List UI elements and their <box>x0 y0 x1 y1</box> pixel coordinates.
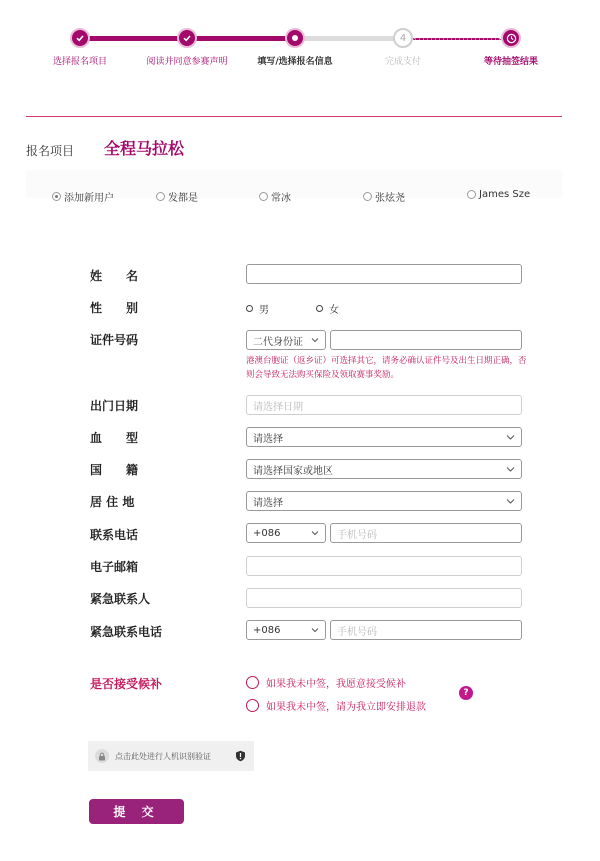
step-label-5: 等待抽签结果 <box>483 57 539 67</box>
user-option[interactable] <box>259 189 291 204</box>
shield-icon <box>235 750 246 762</box>
nationality-value: 请选择国家或地区 <box>253 465 333 477</box>
help-icon[interactable]: ? <box>459 686 473 700</box>
emergency-phone-input[interactable] <box>330 620 522 640</box>
user-option-add-new[interactable] <box>52 189 114 204</box>
chevron-down-icon <box>311 529 319 537</box>
gender-male-label: 男 <box>259 305 269 316</box>
standby-option-label: 如果我未中签，我愿意接受候补 <box>266 679 406 690</box>
lock-icon <box>95 749 109 763</box>
step-3-current-dot-icon <box>285 28 305 48</box>
chevron-down-icon <box>506 433 515 441</box>
emergency-code-value: +086 <box>253 624 281 636</box>
user-option-label: 发都是 <box>168 193 198 204</box>
standby-option-label: 如果我未中签，请为我立即安排退款 <box>266 702 426 713</box>
user-option[interactable] <box>363 189 405 204</box>
emergency-phone-label: 紧急联系电话 <box>90 625 163 639</box>
user-option-label: James Sze <box>479 189 531 200</box>
step-1-check-icon <box>70 28 90 48</box>
phone-placeholder: 手机号码 <box>337 529 377 541</box>
nationality-select[interactable] <box>246 459 522 479</box>
email-label: 电子邮箱 <box>90 560 139 574</box>
user-option[interactable] <box>467 189 530 200</box>
blood-label: 血 型 <box>90 431 139 445</box>
phone-input[interactable] <box>330 523 522 543</box>
step-label-4: 完成支付 <box>384 57 422 67</box>
chevron-down-icon <box>506 465 515 473</box>
name-input[interactable] <box>246 264 522 284</box>
section-divider <box>26 116 562 117</box>
birth-date-input[interactable] <box>246 395 522 415</box>
residence-label: 居 住 地 <box>90 495 135 509</box>
step-track-dotted <box>413 38 501 40</box>
step-label-1: 选择报名项目 <box>52 57 108 67</box>
residence-select[interactable] <box>246 491 522 511</box>
email-input[interactable] <box>246 556 522 576</box>
event-key-label: 报名项目 <box>26 144 75 158</box>
radio-icon[interactable] <box>246 676 259 689</box>
radio-icon[interactable] <box>467 190 476 199</box>
step-5-clock-icon <box>501 28 521 48</box>
radio-icon[interactable] <box>316 305 323 312</box>
phone-code-select[interactable] <box>246 523 326 543</box>
radio-icon[interactable] <box>259 192 268 201</box>
phone-label: 联系电话 <box>90 528 139 542</box>
gender-female-label: 女 <box>329 305 339 316</box>
standby-label: 是否接受候补 <box>90 677 163 691</box>
chevron-down-icon <box>311 336 319 344</box>
blood-type-select[interactable] <box>246 427 522 447</box>
phone-code-value: +086 <box>253 527 281 539</box>
user-option-label: 添加新用户 <box>64 193 114 204</box>
chevron-down-icon <box>311 626 319 634</box>
standby-option-refund[interactable] <box>246 698 426 713</box>
step-track-pending <box>295 36 403 41</box>
event-name: 全程马拉松 <box>104 139 185 158</box>
radio-icon[interactable] <box>52 192 61 201</box>
id-label: 证件号码 <box>90 333 139 347</box>
radio-icon[interactable] <box>246 699 259 712</box>
radio-icon[interactable] <box>156 192 165 201</box>
emergency-phone-placeholder: 手机号码 <box>337 626 377 638</box>
id-type-select[interactable] <box>246 330 326 350</box>
gender-option-female[interactable] <box>316 301 339 316</box>
gender-label: 性 别 <box>90 301 139 315</box>
nationality-label: 国 籍 <box>90 463 139 477</box>
birth-label: 出门日期 <box>90 399 139 413</box>
user-option[interactable] <box>156 189 198 204</box>
user-option-label: 张炫尧 <box>375 193 405 204</box>
id-note: 港澳台胞证（返乡证）可选择其它，请务必确认证件号及出生日期正确，否则会导致无法购买保险及领取赛事奖励。 <box>246 356 527 380</box>
id-number-input[interactable] <box>330 330 522 350</box>
emergency-contact-label: 紧急联系人 <box>90 592 151 606</box>
standby-option-accept[interactable] <box>246 675 406 690</box>
gender-option-male[interactable] <box>246 301 269 316</box>
user-option-label: 常冰 <box>271 193 291 204</box>
emergency-contact-input[interactable] <box>246 588 522 608</box>
emergency-code-select[interactable] <box>246 620 326 640</box>
radio-icon[interactable] <box>246 305 253 312</box>
step-4-number: 4 <box>393 28 413 48</box>
step-label-2: 阅读并同意参赛声明 <box>146 57 228 67</box>
id-type-value: 二代身份证 <box>253 336 303 348</box>
captcha-text: 点击此处进行人机识别验证 <box>115 751 211 761</box>
step-2-check-icon <box>177 28 197 48</box>
birth-date-placeholder: 请选择日期 <box>253 401 303 413</box>
chevron-down-icon <box>506 497 515 505</box>
step-label-3: 填写/选择报名信息 <box>257 57 333 67</box>
blood-type-value: 请选择 <box>253 433 283 445</box>
radio-icon[interactable] <box>363 192 372 201</box>
submit-button[interactable]: 提 交 <box>89 799 184 824</box>
name-label: 姓 名 <box>90 269 139 283</box>
residence-value: 请选择 <box>253 497 283 509</box>
captcha-box[interactable] <box>88 741 254 771</box>
